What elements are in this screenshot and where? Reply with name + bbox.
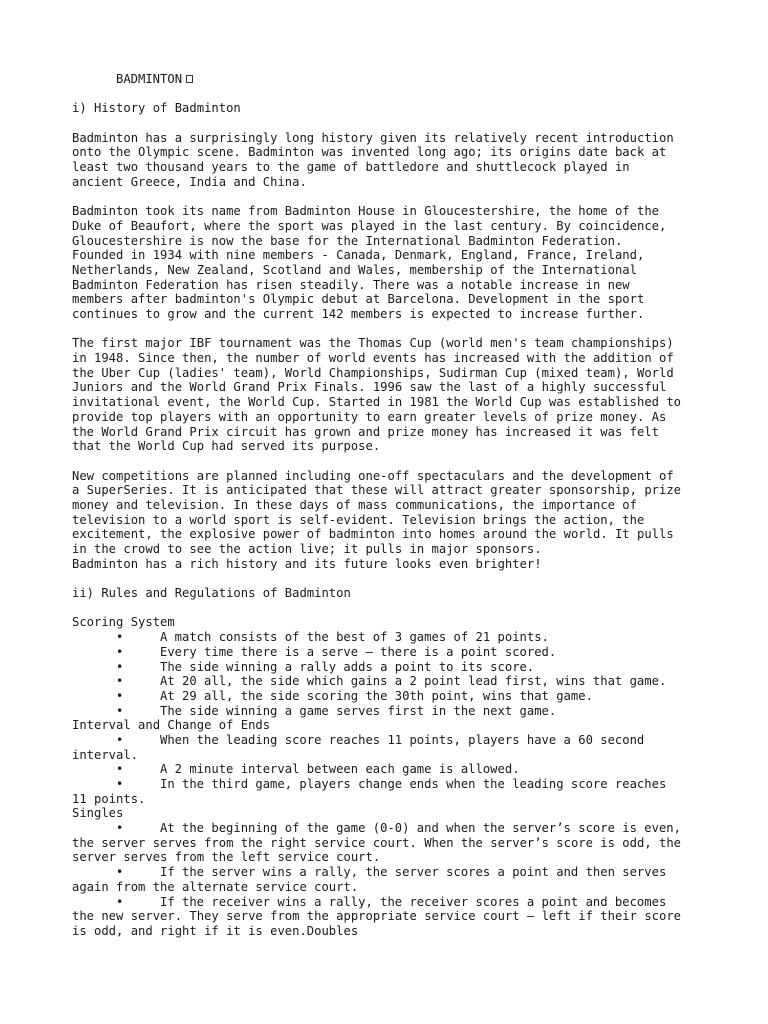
subheading-scoring: Scoring System <box>72 615 175 630</box>
section-heading-history: i) History of Badminton <box>72 101 241 116</box>
paragraph-line: Juniors and the World Grand Prix Finals. 1996 saw the last of a highly successful <box>72 380 667 395</box>
list-item: • The side winning a game serves first in the next game. <box>72 704 702 719</box>
paragraph-line: Gloucestershire is now the base for the International Badminton Federation. <box>72 233 623 248</box>
list-item: • In the third game, players change ends when the leading score reaches <box>72 777 702 792</box>
document-title: BADMINTON <box>72 72 702 87</box>
paragraph-origins <box>72 131 702 190</box>
bullet-icon: • <box>116 777 124 791</box>
list-item-continuation: is odd, and right if it is even.Doubles <box>72 923 359 938</box>
paragraph-line: in the crowd to see the action live; it pulls in major sponsors. <box>72 542 542 556</box>
singles-list <box>72 821 702 939</box>
bullet-icon: • <box>116 674 124 689</box>
paragraph-line: excitement, the explosive power of badminton into homes around the world. It pulls <box>72 527 674 542</box>
list-item-continuation: server serves from the left service court. <box>72 850 381 865</box>
bullet-icon: • <box>116 894 124 909</box>
paragraph-line: continues to grow and the current 142 members is expected to increase further. <box>72 307 645 321</box>
bullet-icon: • <box>116 659 124 674</box>
list-item-continuation: again from the alternate service court. <box>72 879 359 894</box>
paragraph-line: members after badminton's Olympic debut at Barcelona. Development in the sport <box>72 292 645 307</box>
paragraph-line: Badminton took its name from Badminton House in Gloucestershire, the home of the <box>72 204 659 219</box>
list-item: • At the beginning of the game (0-0) and when the server’s score is even, <box>72 821 702 836</box>
document-body <box>72 72 702 939</box>
list-item-continuation: the server serves from the right service court. When the server’s score is odd, the <box>72 835 682 850</box>
list-item: • When the leading score reaches 11 points, players have a 60 second <box>72 733 702 748</box>
paragraph-line: ancient Greece, India and China. <box>72 174 307 189</box>
list-item: • The side winning a rally adds a point to its score. <box>72 660 702 675</box>
paragraph-line: The first major IBF tournament was the Thomas Cup (world men's team championships) <box>72 336 674 351</box>
list-item: • At 20 all, the side which gains a 2 point lead first, wins that game. <box>72 674 702 689</box>
paragraph-line: Duke of Beaufort, where the sport was played in the last century. By coincidence, <box>72 218 667 233</box>
paragraph-line: Founded in 1934 with nine members - Canada, Denmark, England, France, Ireland, <box>72 248 645 263</box>
bullet-icon: • <box>116 703 124 718</box>
paragraph-line: provide top players with an opportunity to earn greater levels of prize money. As <box>72 409 667 424</box>
bullet-icon: • <box>116 688 124 703</box>
paragraph-line: least two thousand years to the game of battledore and shuttlecock played in <box>72 160 630 175</box>
paragraph-line: invitational event, the World Cup. Started in 1981 the World Cup was established to <box>72 395 682 410</box>
paragraph-line: that the World Cup had served its purpose. <box>72 439 381 454</box>
paragraph-line: Netherlands, New Zealand, Scotland and Wales, membership of the International <box>72 262 637 277</box>
paragraph-line: Badminton has a surprisingly long history given its relatively recent introduction <box>72 130 674 145</box>
list-item-continuation: interval. <box>72 747 139 762</box>
list-item-continuation: 11 points. <box>72 791 146 806</box>
section-heading-rules: ii) Rules and Regulations of Badminton <box>72 586 351 601</box>
list-item: • If the server wins a rally, the server scores a point and then serves <box>72 865 702 880</box>
placeholder-box-icon <box>186 75 193 83</box>
paragraph-line: onto the Olympic scene. Badminton was invented long ago; its origins date back at <box>72 145 667 160</box>
list-item: • At 29 all, the side scoring the 30th point, wins that game. <box>72 689 702 704</box>
paragraph-line: New competitions are planned including one-off spectaculars and the development of <box>72 468 674 483</box>
paragraph-line: a SuperSeries. It is anticipated that these will attract greater sponsorship, prize <box>72 483 682 498</box>
paragraph-line: the Uber Cup (ladies' team), World Championships, Sudirman Cup (mixed team), World <box>72 365 674 380</box>
paragraph-line: Badminton Federation has risen steadily. There was a notable increase in new <box>72 277 630 292</box>
bullet-icon: • <box>116 762 124 777</box>
list-item: • A match consists of the best of 3 games of 21 points. <box>72 630 702 645</box>
paragraph-line: television to a world sport is self-evident. Television brings the action, the <box>72 512 645 527</box>
paragraph-line: in 1948. Since then, the number of world events has increased with the addition of <box>72 351 674 366</box>
subheading-interval: Interval and Change of Ends <box>72 718 271 733</box>
paragraph-competitions <box>72 469 702 572</box>
bullet-icon: • <box>116 821 124 836</box>
paragraph-line: Badminton has a rich history and its future looks even brighter! <box>72 556 542 571</box>
bullet-icon: • <box>116 644 124 659</box>
list-item: • A 2 minute interval between each game is allowed. <box>72 762 702 777</box>
paragraph-line: money and television. In these days of mass communications, the importance of <box>72 497 637 512</box>
interval-list <box>72 733 702 806</box>
paragraph-tournaments <box>72 336 702 454</box>
scoring-list <box>72 630 702 718</box>
list-item-continuation: the new server. They serve from the appropriate service court – left if their score <box>72 909 682 924</box>
bullet-icon: • <box>116 732 124 747</box>
paragraph-name-origin <box>72 204 702 322</box>
bullet-icon: • <box>116 865 124 880</box>
bullet-icon: • <box>116 630 124 645</box>
paragraph-line: the World Grand Prix circuit has grown and prize money has increased it was felt <box>72 424 659 439</box>
list-item: • Every time there is a serve – there is a point scored. <box>72 645 702 660</box>
subheading-singles: Singles <box>72 806 124 821</box>
list-item: • If the receiver wins a rally, the receiver scores a point and becomes <box>72 895 702 910</box>
